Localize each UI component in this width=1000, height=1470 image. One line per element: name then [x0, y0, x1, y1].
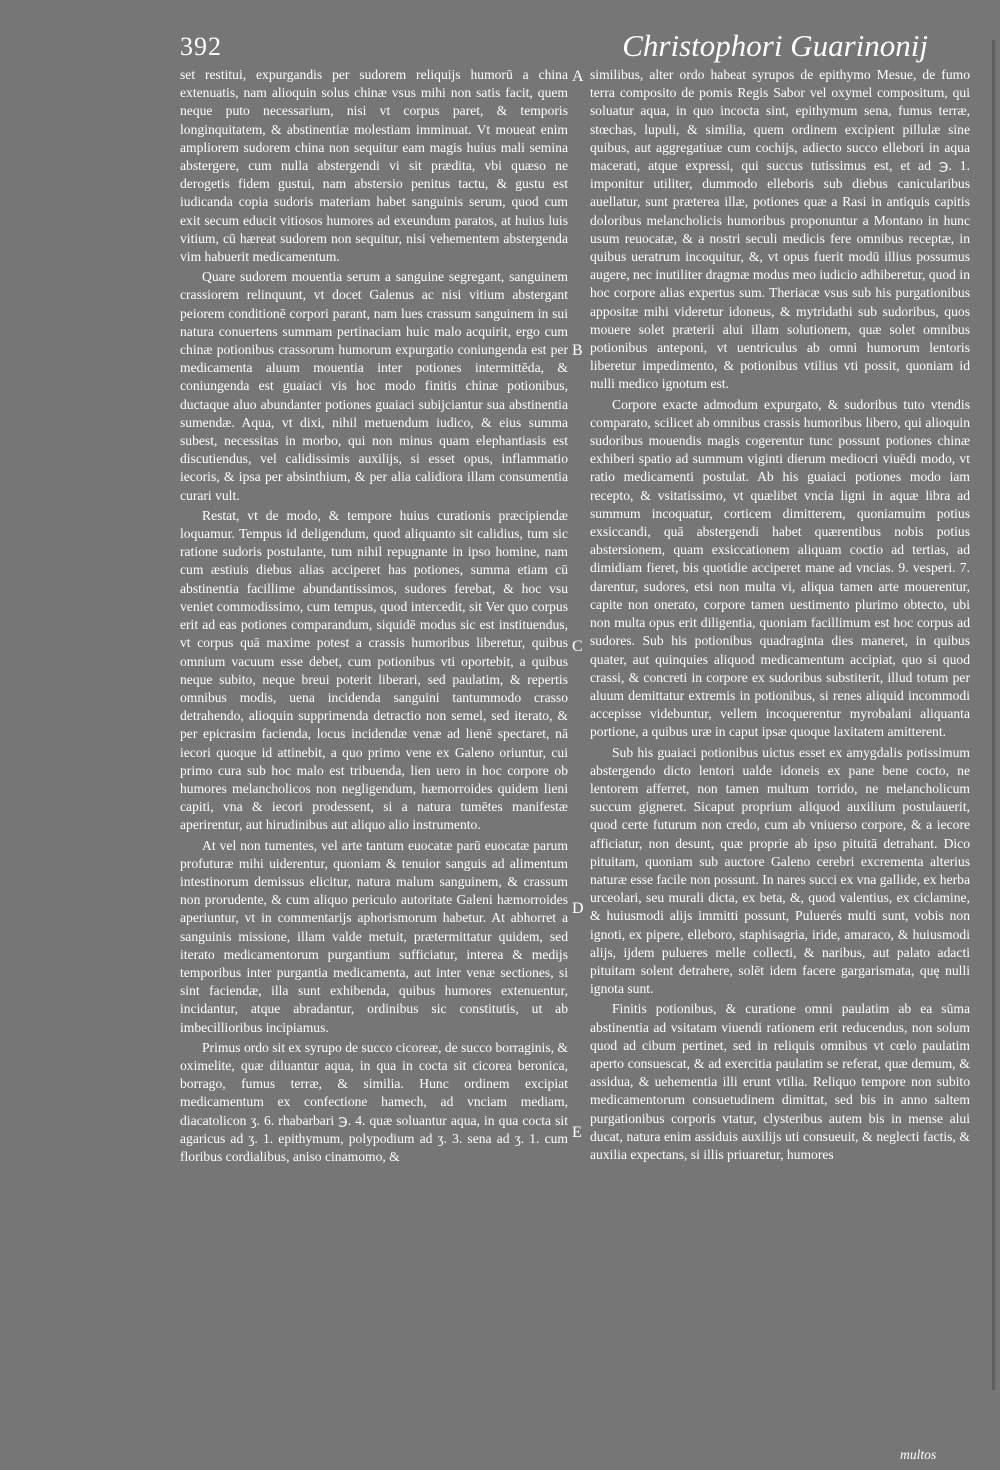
right-paragraph: Finitis potionibus, & curatione omni paulatim ab ea sūma abstinentia ad vsitatam viuendi rationem erit reducendus, non solum quod ad cibum pertinet, sed in reliquis omnibus vt cœlo paulatim aperto consuescat, & ad exercitia paulatim se referat, quæ demum, & assidua, & uehementia illi erunt vtilia. Reliquo tempore non subito medicamentorum consuetudinem dimittat, sed bis in anno saltem purgationibus corporis vtatur, clysteribus autem bis in mense alui ducat, natura enim assiduis auxilijs uti consueuit, & neglecti factis, & auxilia expectans, si illis priuaretur, humores — [590, 1001, 970, 1162]
catchword: multos — [900, 1447, 937, 1462]
left-paragraph: Primus ordo sit ex syrupo de succo cicoreæ, de succo borraginis, & oximelite, quæ diluantur aqua, in qua in cocta sit cicorea beronica, borrago, fumus terræ, & similia. Hunc ordinem excipiat medicamentum ex confectione hamech, ad vnciam mediam, diacatolicon ʒ. 6. rhabarbari ℈. 4. quæ soluantur aqua, in qua cocta sit agaricus ad ʒ. 1. epithymum, polypodium ad ʒ. 3. sena ad ʒ. 1. cum floribus cordialibus, aniso cinamomo, & — [180, 1039, 568, 1164]
left-column — [180, 66, 568, 1166]
right-column — [590, 66, 970, 1164]
left-paragraph: At vel non tumentes, vel arte tantum euocatæ parū euocatæ parum profuturæ mihi uiderentur, quoniam & tenuior sanguis ad alimentum intestinorum demissus elicitur, natura malum sanguinem, & crassum non prorudente, & cum aliquo periculo autoritate Galeni hæmorroides aperiuntur, vt in commentarijs aphorismorum habetur. At abhorret a sanguinis missione, illam valde metuit, prætermittatur quidem, sed iterato medicamentorum purgantium sufficiatur, interea & medijs temporibus inter purgantia medicamenta, aut inter venæ sectiones, si sint faciendæ, illa sunt exhibenda, quibus humores extenuentur, incidantur, atque abradantur, ordinibus sic constitutis, ut ab imbecillioribus incipiamus. — [180, 837, 568, 1035]
right-paragraph: Sub his guaiaci potionibus uictus esset ex amygdalis potissimum abstergendo dicto lentori ualde idoneis ex pane bene cocto, ne lentorem afferret, non tamen multum torrido, ne melancholicum succum gigneret. Sicaput proprium aliquod auxilium postulauerit, quod certe futurum non credo, cum ab vniuerso corpore, & a iecore afficiatur, non desunt, quæ proprie ab ipso pituitā detrahant. Dico pituitam, quoniam sub auctore Galeno cerebri excrementa alterius naturæ esse facile non possunt. In nares succi ex vna gallide, ex herba urceolari, seu murali dicta, ex beta, &, quod valentius, ex ciclamine, & huiusmodi alijs immitti possunt, Puluerés multi sunt, vobis non ignoti, ex pipere, elleboro, staphisagria, iride, amaraco, & huiusmodi alijs, ijdem pulueres melle collecti, & naribus, aut palato adacti pituitam solent detrahere, solēt idem facere gargarismata, quę nulli ignota sunt. — [590, 744, 970, 997]
right-paragraph: Corpore exacte admodum expurgato, & sudoribus tuto vtendis comparato, scilicet ab omnibus crassis humoribus libero, qui alioquin sudoribus mouendis magis cogerentur tunc possunt potiones chinæ exhiberi spatio ad summum viginti dierum mediocri viuēdi modo, vt ratio medicamenti postulat. Ab his guaiaci potiones modo iam recepto, & vsitatissimo, vt quælibet vncia ligni in aquæ libra ad summum incoquatur, corticem dimitterem, quoniamuim potius exsiccandi, quā abstergendi habet quærentibus nobis potius abstersionem, quam exsiccationem aliquam coctio ad tertias, ad dimidiam fieret, bis quotidie acciperet mane ad vncias. 9. vesperi. 7. darentur, sudores, etsi non multa vi, aliqua tamen arte mouerentur, capite non onerato, corpore tamen uestimento plurimo obtecto, ubi non multa opus erit diligentia, quoniam facillimum est hoc corpus ad sudores. Sub his potionibus quadraginta dies maneret, in quibus quater, aut quinquies aliquod medicamentum accipiat, quo si quod crassi, & concreti in corpore ex sudoribus substiterit, illud totum per aluum demittatur extremis in potionibus, si renes aliquid incommodi accepisse videbuntur, vellem incoquerentur myrobalani aliquanta portione, a quibus uræ in caput ipsæ quoque laxitatem amitterent. — [590, 396, 970, 740]
margin-letter-d: D — [572, 900, 584, 917]
margin-letter-b: B — [572, 342, 583, 359]
left-paragraph: set restitui, expurgandis per sudorem reliquijs humorū a china extenuatis, nam alioquin solus chinæ vsus mihi non satis facit, quem neque puto necessarium, nisi vt corpus paret, & temporis longinquitatem, & abstinentiæ molestiam imminuat. Vt moueat enim ampliorem sudorem china non sequitur eam magis huius mali semina abstergere, cum nulla abstergendi vi sit prædita, vbi quæso ne derogetis fidem gustui, nam abstersio penitus tactu, & gustu est iudicanda copia sudoris materiam habet sanguinis serum, quod cum exit secum educit vitiosos humores ad exeundum paratos, at huius luis vitium, cū hæreat sudorem non sequitur, nisi vehementem abstergenda vim habuerit medicamentum. — [180, 67, 568, 265]
page-number: 392 — [180, 32, 222, 61]
running-head: Christophori Guarinonij — [622, 28, 928, 63]
margin-letter-a: A — [572, 68, 584, 85]
right-paragraph: similibus, alter ordo habeat syrupos de epithymo Mesue, de fumo terra composito de pomis Regis Sabor vel oxymel compositum, qui soluatur aqua, in quo incocta sint, epithymum sena, fumus terræ, stœchas, lupuli, & similia, quem ordinem excipient pillulæ sine quibus, aut aggregatiuæ cum cochijs, adiecto succo ellebori in aqua macerati, atque expressi, qui succus tutissimus est, et ad ℈. 1. imponitur utiliter, dummodo elleboris sub diebus canicularibus auellatur, sunt præterea illæ, potiones quæ a Rasi in antiquis capitis doloribus melancholicis humoribus proponuntur a Montano in hunc usum reuocatæ, & a nostri seculi medicis fere omnibus receptæ, in quibus ueratrum incoquitur, &, vt opus fuerit modū illius possumus augere, nec inutiliter dragmæ modus meo iudicio adhiberetur, quod in hoc corpore alias expertus sum. Theriacæ vsus sub his purgationibus appositæ mihi videretur idoneus, & mytridathi sub sudoribus, quos mouere solet præterii alui illam solutionem, quæ solet omnibus potionibus anteponi, vt uentriculus ab omni humorum lentoris liberetur impedimento, & potionibus vtilius vti possit, quoniam id nulli medico ignotum est. — [590, 67, 970, 392]
left-paragraph: Quare sudorem mouentia serum a sanguine segregant, sanguinem crassiorem relinquunt, vt docet Galenus ac nisi vitium abstergant peiorem conditionē corpori parant, nam lues crassum sanguinem in sui natura conuertens summam pertinaciam huic malo acquirit, ergo cum chinæ potionibus crassorum humorum expurgatio coniungenda est per medicamenta aluum mouentia inter potiones intermittēda, & coniungenda est guaiaci vis hoc modo finitis chinæ potionibus, ductaque aluo abundanter potiones guaiaci subijciantur sua abstinentia sumendæ. Aqua, vt dixi, nihil metuendum iudico, & eius summa subest, necessitas in morbo, qui non minus quam elephantiasis est discutiendus, vel calidissimis auxilijs, si esset opus, inflammatio iecoris, & ipsa per absinthium, & per alia calidiora illam consumentia curari vult. — [180, 269, 568, 503]
page-edge-shadow — [992, 40, 995, 1390]
page-header — [180, 26, 980, 66]
margin-letter-c: C — [572, 638, 583, 655]
left-paragraph: Restat, vt de modo, & tempore huius curationis præcipiendæ loquamur. Tempus id deligendum, quod aliquanto sit calidius, tum sic ratione sudoris postulante, tum nihil repugnante in ipso homine, nam cum æstiuis diebus alias acciperet has potiones, summa etiam cū abstinentia facillime abundantissimos, sudores ferebat, & hoc vsu veniet commodissimo, cum tempus, quod intercedit, sit Ver quo corpus erit ad eas potiones comparandum, siquidē modus sic est instituendus, vt corpus quā maxime potest a crassis humoribus liberetur, quibus omnium vacuum esse debet, cum potionibus vti oportebit, a quibus neque subito, neque breui poterit liberari, sed paulatim, & repertis omnibus modis, uena incidenda sanguini tantummodo crasso detrahendo, alioquin supprimenda detractio non semel, sed iterato, & per epicrasim facienda, locus incidendæ venæ ad lienē spectaret, nā iecori quoque id attinebit, a quo primo vene ex Galeno oriuntur, cui primo cura sub hoc malo est tribuenda, lien uero in hoc corpore ob humores melancholicos non negligendum, hæmorroides quidem lieni capiti, vna & iecori prodessent, si a natura tumētes manifestæ aperirentur, aut hirudinibus aut aliquo alio instrumento. — [180, 507, 568, 833]
margin-letter-e: E — [572, 1124, 582, 1141]
